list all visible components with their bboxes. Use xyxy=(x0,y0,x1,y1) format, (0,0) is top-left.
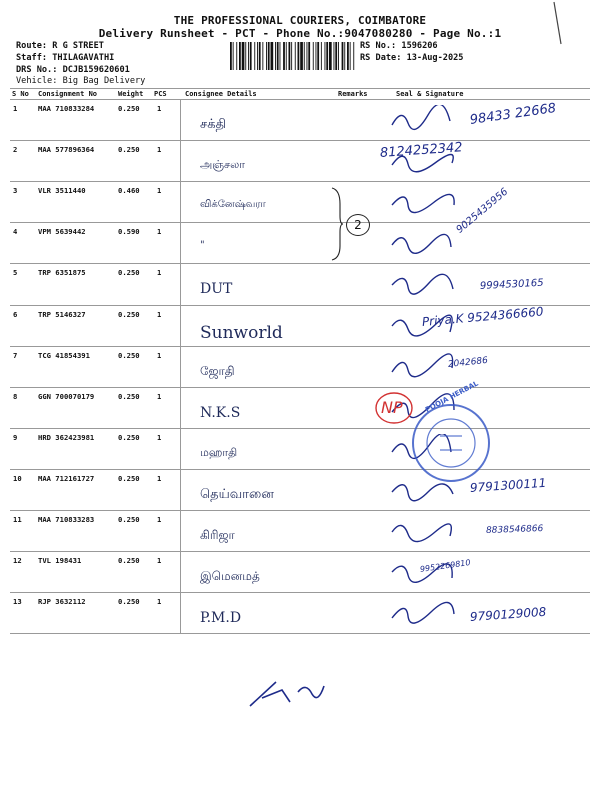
row-consignee-handwritten: கிரிஜா xyxy=(200,528,235,542)
signature-scribble xyxy=(388,557,468,587)
staff-text: Staff: THILAGAVATHI xyxy=(16,53,115,63)
consignee-divider xyxy=(180,99,181,633)
row-pcs: 1 xyxy=(157,432,162,442)
row-sno: 2 xyxy=(13,145,18,155)
bottom-initials-scribble xyxy=(246,668,330,712)
barcode-bar xyxy=(254,42,255,70)
table-header-rule xyxy=(10,99,590,100)
row-divider xyxy=(10,428,590,429)
row-consignee-handwritten: Sunworld xyxy=(200,322,283,343)
row-consignee-handwritten: N.K.S xyxy=(200,404,241,421)
col-header-seal: Seal & Signature xyxy=(396,90,464,98)
row-sno: 12 xyxy=(13,556,22,566)
barcode-bar xyxy=(295,42,296,70)
row-sno: 5 xyxy=(13,268,18,278)
row-pcs: 1 xyxy=(157,515,162,524)
row-pcs: 1 xyxy=(157,391,162,401)
barcode xyxy=(230,42,356,70)
row-divider xyxy=(10,510,590,511)
barcode-bar xyxy=(236,42,237,70)
barcode-bar xyxy=(321,42,322,70)
signature-scribble xyxy=(388,105,468,135)
row-consignment-no: MAA 710833284 xyxy=(38,104,95,113)
row-consignment-no: TRP 6351875 xyxy=(38,268,86,278)
barcode-bar xyxy=(342,42,344,70)
row-pcs: 1 xyxy=(157,104,162,113)
col-header-remarks: Remarks xyxy=(338,90,368,98)
row-weight: 0.250 xyxy=(118,515,140,524)
barcode-bar xyxy=(325,42,326,70)
row-consignee-handwritten: " xyxy=(200,240,205,252)
signature-scribble xyxy=(388,598,468,628)
row-weight: 0.250 xyxy=(118,556,140,566)
barcode-bar xyxy=(317,42,319,70)
barcode-bar xyxy=(291,42,292,70)
barcode-bar xyxy=(286,42,287,70)
row-sno: 9 xyxy=(13,432,18,442)
barcode-bar xyxy=(304,42,305,70)
barcode-bar xyxy=(334,42,335,70)
np-mark-text: NP xyxy=(381,398,403,417)
rs-number: RS No.: 1596206 xyxy=(360,41,438,51)
col-header-pcs: PCS xyxy=(154,90,167,98)
row-consignment-no: MAA 710833283 xyxy=(38,515,95,524)
route-text: Route: R G STREET xyxy=(16,41,104,51)
table-top-rule xyxy=(10,88,590,89)
runsheet-subtitle: Delivery Runsheet - PCT - Phone No.:9047080280 - Page No.:1 xyxy=(98,27,502,40)
row-signature-phone: 9994530165 xyxy=(479,278,544,293)
barcode-bar xyxy=(326,42,328,70)
barcode-bar xyxy=(353,42,354,70)
barcode-bar xyxy=(289,42,291,70)
col-header-consignment: Consignment No xyxy=(38,90,98,98)
barcode-bar xyxy=(347,42,349,70)
row-consignment-no: MAA 712161727 xyxy=(38,473,95,483)
bracket-mark xyxy=(330,186,344,262)
row-divider xyxy=(10,346,590,347)
row-signature-phone: 9791300111 xyxy=(469,475,547,495)
row-weight: 0.460 xyxy=(118,186,140,196)
row-pcs: 1 xyxy=(157,597,162,607)
barcode-bar xyxy=(316,42,317,70)
signature-scribble xyxy=(388,516,468,546)
signature-scribble xyxy=(388,228,468,258)
row-signature-phone: 2042686 xyxy=(447,355,489,370)
barcode-bar xyxy=(257,42,258,70)
row-weight: 0.250 xyxy=(118,391,140,401)
company-title: THE PROFESSIONAL COURIERS, COIMBATORE xyxy=(173,14,427,27)
row-consignment-no: GGN 700070179 xyxy=(38,391,95,401)
row-pcs: 1 xyxy=(157,268,162,278)
barcode-bar xyxy=(283,42,285,70)
row-pcs: 1 xyxy=(157,145,162,155)
stamp-text: POOJA HERBAL xyxy=(424,379,480,415)
col-header-sno: S No xyxy=(12,90,29,98)
row-pcs: 1 xyxy=(157,309,162,319)
row-consignee-handwritten: மஹாதி xyxy=(200,445,238,459)
barcode-bar xyxy=(233,42,234,70)
row-sno: 6 xyxy=(13,309,18,319)
row-divider xyxy=(10,633,590,634)
signature-scribble xyxy=(388,187,468,217)
barcode-bar xyxy=(262,42,263,70)
barcode-bar xyxy=(271,42,274,70)
col-header-consignee: Consignee Details xyxy=(185,90,257,98)
row-consignment-no: VLR 3511440 xyxy=(38,186,86,196)
barcode-bar xyxy=(329,42,332,70)
row-weight: 0.250 xyxy=(118,309,140,319)
row-pcs: 1 xyxy=(157,473,162,483)
row-sno: 11 xyxy=(13,515,22,524)
row-signature-phone: 9025435956 xyxy=(454,186,511,237)
company-stamp xyxy=(410,402,492,484)
barcode-bar xyxy=(307,42,308,70)
row-divider xyxy=(10,305,590,306)
row-divider xyxy=(10,222,590,223)
barcode-bar xyxy=(350,42,351,70)
row-consignment-no: VPM 5639442 xyxy=(38,227,86,237)
col-header-weight: Weight xyxy=(118,90,144,98)
row-weight: 0.250 xyxy=(118,104,140,113)
barcode-bar xyxy=(275,42,276,70)
signature-scribble xyxy=(388,269,468,299)
barcode-bar xyxy=(300,42,303,70)
barcode-bar xyxy=(308,42,310,70)
row-consignee-handwritten: ஜோதி xyxy=(200,363,235,378)
row-consignment-no: HRD 362423981 xyxy=(38,432,95,442)
barcode-bar xyxy=(266,42,267,70)
row-sno: 13 xyxy=(13,597,22,607)
row-divider xyxy=(10,181,590,182)
row-divider xyxy=(10,469,590,470)
signature-scribble xyxy=(388,311,468,341)
row-weight: 0.250 xyxy=(118,145,140,155)
row-signature-phone: 9952269810 xyxy=(419,558,472,575)
barcode-bar xyxy=(338,42,339,70)
barcode-bar xyxy=(268,42,270,70)
row-weight: 0.250 xyxy=(118,268,140,278)
row-divider xyxy=(10,551,590,552)
row-divider xyxy=(10,387,590,388)
row-signature-phone: 8838546866 xyxy=(485,524,544,536)
row-signature-phone: 9790129008 xyxy=(469,604,547,625)
barcode-bar xyxy=(239,42,241,70)
row-sno: 1 xyxy=(13,104,18,113)
rs-date: RS Date: 13-Aug-2025 xyxy=(360,53,464,63)
barcode-bar xyxy=(248,42,249,70)
row-divider xyxy=(10,140,590,141)
row-sno: 7 xyxy=(13,350,18,360)
row-consignee-handwritten: P.M.D xyxy=(200,610,242,627)
row-sno: 8 xyxy=(13,391,18,401)
barcode-bar xyxy=(335,42,337,70)
row-consignment-no: TRP 5146327 xyxy=(38,309,86,319)
barcode-bar xyxy=(230,42,232,70)
row-weight: 0.590 xyxy=(118,227,140,237)
circled-number: 2 xyxy=(346,214,370,236)
row-divider xyxy=(10,263,590,264)
row-consignee-handwritten: தெய்வானை xyxy=(200,486,274,502)
row-consignee-handwritten: சக்தி xyxy=(200,117,227,132)
row-weight: 0.250 xyxy=(118,597,140,607)
row-signature-phone: Priya.K 9524366660 xyxy=(421,303,544,329)
row-pcs: 1 xyxy=(157,227,162,237)
row-sno: 3 xyxy=(13,186,18,196)
row-signature-phone: 98433 22668 xyxy=(468,100,558,128)
signature-scribble xyxy=(388,352,468,382)
row-consignment-no: TCG 41854391 xyxy=(38,350,90,360)
barcode-bar xyxy=(250,42,252,70)
row-signature-phone: 8124252342 xyxy=(379,140,464,162)
row-divider xyxy=(10,592,590,593)
vehicle-text: Vehicle: Big Bag Delivery xyxy=(16,76,146,86)
row-pcs: 1 xyxy=(157,556,162,566)
row-weight: 0.250 xyxy=(118,473,140,483)
row-pcs: 1 xyxy=(157,186,162,196)
row-consignment-no: MAA 577896364 xyxy=(38,145,95,155)
barcode-bar xyxy=(245,42,246,70)
barcode-bar xyxy=(277,42,279,70)
barcode-bar xyxy=(259,42,261,70)
barcode-bar xyxy=(344,42,345,70)
row-pcs: 1 xyxy=(157,350,162,360)
row-sno: 10 xyxy=(13,473,22,483)
barcode-bar xyxy=(313,42,314,70)
row-consignee-handwritten: அஞ்சலா xyxy=(200,158,246,172)
row-consignee-handwritten: விக்னேஷ்வரா xyxy=(200,199,266,211)
row-consignment-no: TVL 198431 xyxy=(38,556,82,566)
barcode-bar xyxy=(242,42,245,70)
row-consignee-handwritten: DUT xyxy=(200,281,233,298)
barcode-bar xyxy=(298,42,300,70)
row-consignee-handwritten: இமெனமத் xyxy=(200,569,260,584)
signature-scribble xyxy=(388,146,468,176)
row-sno: 4 xyxy=(13,227,18,237)
row-weight: 0.250 xyxy=(118,432,140,442)
drs-number: DRS No.: DCJB159620601 xyxy=(16,65,130,75)
row-consignment-no: RJP 3632112 xyxy=(38,597,86,607)
row-weight: 0.250 xyxy=(118,350,140,360)
barcode-bar xyxy=(280,42,281,70)
